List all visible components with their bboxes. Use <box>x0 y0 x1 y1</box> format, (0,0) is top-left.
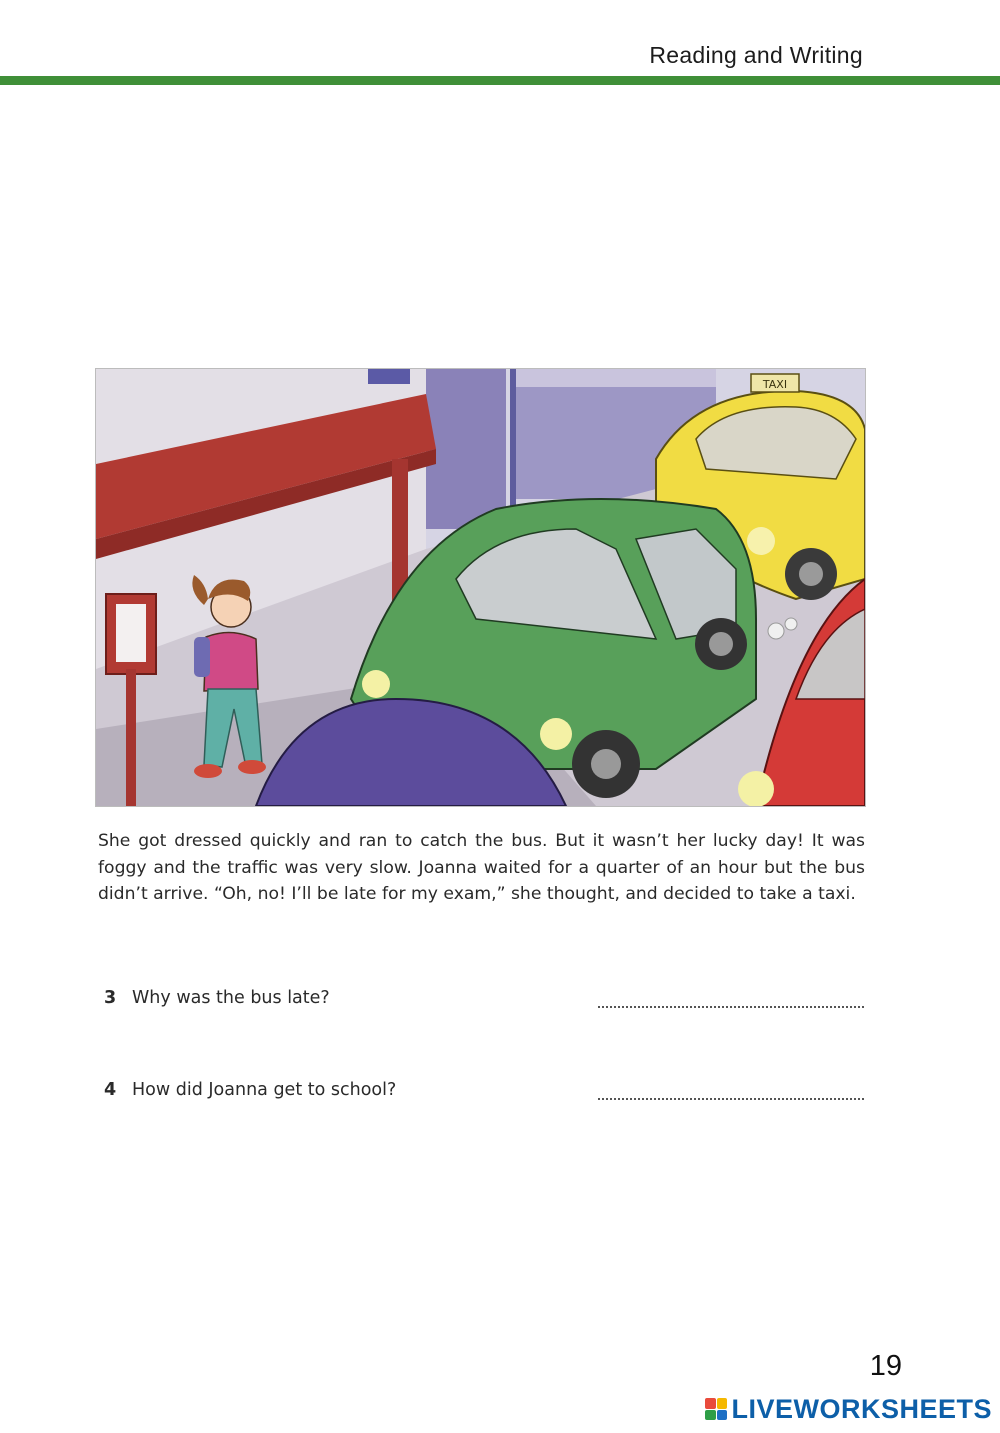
answer-field-3[interactable] <box>598 1006 864 1008</box>
taxi-sign-text: TAXI <box>762 378 788 391</box>
liveworksheets-logo-icon <box>705 1398 727 1420</box>
question-3 <box>104 988 874 1018</box>
brand-name: LIVEWORKSHEETS <box>731 1393 992 1424</box>
question-4 <box>104 1080 874 1110</box>
street-scene-image <box>96 369 865 806</box>
question-text: How did Joanna get to school? <box>132 1080 397 1100</box>
question-text: Why was the bus late? <box>132 988 330 1008</box>
story-paragraph: She got dressed quickly and ran to catch the bus. But it wasn’t her lucky day! It was foggy and the traffic was very slow. Joanna waited for a quarter of an hour but the bus didn’t arrive. “Oh, no! I’ll be late for my exam,” she thought, and decided to take a taxi. <box>98 831 865 904</box>
header-divider <box>0 76 1000 85</box>
section-title: Reading and Writing <box>649 42 863 68</box>
liveworksheets-brand <box>705 1393 992 1425</box>
question-number: 3 <box>104 988 117 1008</box>
question-number: 4 <box>104 1080 117 1100</box>
story-illustration <box>95 368 866 807</box>
answer-field-4[interactable] <box>598 1098 864 1100</box>
page-number: 19 <box>869 1350 902 1382</box>
